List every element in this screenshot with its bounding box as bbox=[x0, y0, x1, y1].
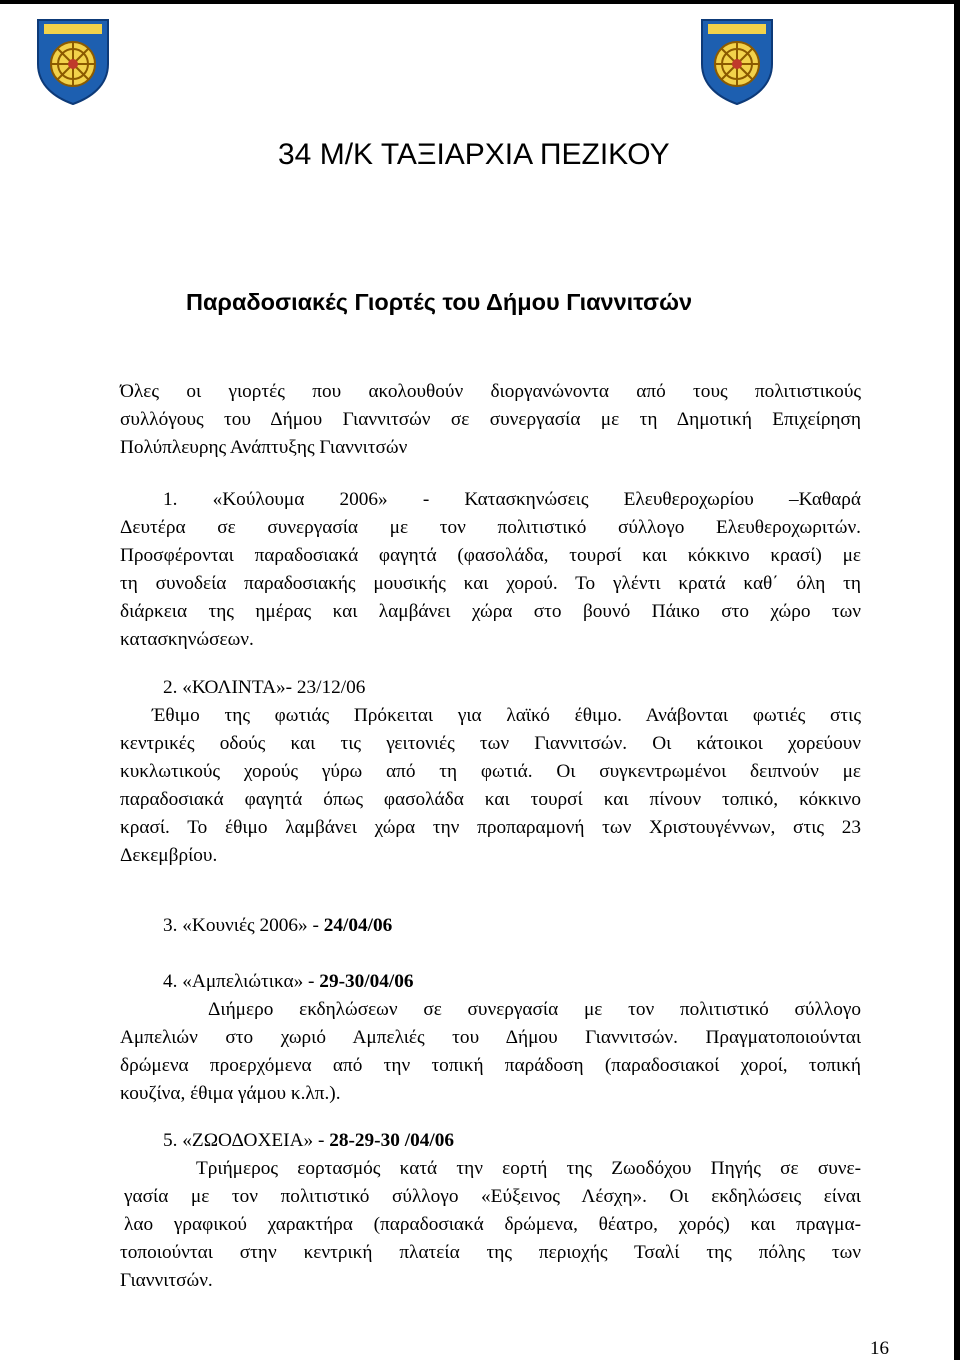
list-item-2 bbox=[120, 674, 861, 870]
page-border-top bbox=[0, 0, 960, 4]
text-line: Όλες οι γιορτές που ακολουθούν διοργανώνοντα από τους πολιτιστικούς bbox=[120, 381, 861, 402]
item-heading: 4. «Αμπελιώτικα» - 29-30/04/06 bbox=[163, 971, 414, 992]
item-heading: 2. «ΚΟΛΙΝΤΑ»- 23/12/06 bbox=[163, 677, 366, 698]
text-line: συλλόγους του Δήμου Γιαννιτσών σε συνεργασία με τη Δημοτική Επιχείρηση bbox=[120, 409, 861, 430]
text-line: 1. «Κούλουμα 2006» - Κατασκηνώσεις Ελευθεροχωρίου –Καθαρά bbox=[163, 489, 861, 510]
list-item-5 bbox=[120, 1127, 861, 1295]
text-line: Τριήμερος εορτασμός κατά την εορτή της Ζωοδόχου Πηγής σε συνε- bbox=[196, 1158, 861, 1179]
text-line: Δευτέρα σε συνεργασία με τον πολιτιστικό σύλλογο Ελευθεροχωριτών. bbox=[120, 517, 861, 538]
text-line: κρασί. Το έθιμο λαμβάνει χώρα την προπαραμονή των Χριστουγέννων, στις 23 bbox=[120, 817, 861, 838]
page-number: 16 bbox=[870, 1338, 889, 1359]
item-heading: 3. «Κουνιές 2006» - 24/04/06 bbox=[163, 915, 393, 936]
text-line: Δεκεμβρίου. bbox=[120, 845, 218, 866]
text-line: διάρκεια της ημέρας και λαμβάνει χώρα στο βουνό Πάικο στο χώρο των bbox=[120, 601, 861, 622]
text-line: κεντρικές οδούς και τις γειτονιές των Γιαννιτσών. Οι κάτοικοι χορεύουν bbox=[120, 733, 861, 754]
text-line: Διήμερο εκδηλώσεων σε συνεργασία με τον πολιτιστικό σύλλογο bbox=[208, 999, 861, 1020]
text-line: Προσφέρονται παραδοσιακά φαγητά (φασολάδα, τουρσί και κόκκινο κρασί) με bbox=[120, 545, 861, 566]
text-line: λαο γραφικού χαρακτήρα (παραδοσιακά δρώμενα, θέατρο, χορός) και πραγμα- bbox=[124, 1214, 861, 1235]
shield-emblem-right-icon bbox=[696, 14, 778, 106]
text-line: Πολύπλευρης Ανάπτυξης Γιαννιτσών bbox=[120, 437, 408, 458]
item-heading: 5. «ΖΩΟΔΟΧΕΙΑ» - 28-29-30 /04/06 bbox=[163, 1130, 454, 1151]
text-line: παραδοσιακά φαγητά όπως φασολάδα και τουρσί και πίνουν τοπικό, κόκκινο bbox=[120, 789, 861, 810]
text-line: κατασκηνώσεων. bbox=[120, 629, 254, 650]
shield-emblem-left-icon bbox=[32, 14, 114, 106]
text-line: κουζίνα, έθιμα γάμου κ.λπ.). bbox=[120, 1083, 341, 1104]
text-line: κυκλωτικούς χορούς γύρω από τη φωτιά. Οι συγκεντρωμένοι δειπνούν με bbox=[120, 761, 861, 782]
text-line: γασία με τον πολιτιστικό σύλλογο «Εύξεινος Λέσχη». Οι εκδηλώσεις είναι bbox=[124, 1186, 861, 1207]
page-border-right bbox=[954, 0, 960, 1360]
page-subtitle: Παραδοσιακές Γιορτές του Δήμου Γιαννιτσών bbox=[186, 289, 693, 315]
text-line: τη συνοδεία παραδοσιακής μουσικής και χορού. Το γλέντι κρατά καθ΄ όλη τη bbox=[120, 573, 861, 594]
text-line: Γιαννιτσών. bbox=[120, 1270, 213, 1291]
list-item-4 bbox=[120, 968, 861, 1108]
text-line: Αμπελιών στο χωριό Αμπελιές του Δήμου Γιαννιτσών. Πραγματοποιούνται bbox=[120, 1027, 861, 1048]
page-title: 34 Μ/Κ ΤΑΞΙΑΡΧΙΑ ΠΕΖΙΚΟΥ bbox=[278, 138, 670, 171]
list-item-3 bbox=[120, 912, 861, 940]
text-line: τοποιούνται στην κεντρική πλατεία της περιοχής Τσαλί της πόλης των bbox=[120, 1242, 861, 1263]
text-line: δρώμενα προερχόμενα από την τοπική παράδοση (παραδοσιακοί χοροί, τοπική bbox=[120, 1055, 861, 1076]
text-line: Έθιμο της φωτιάς Πρόκειται για λαϊκό έθιμο. Ανάβονται φωτιές στις bbox=[152, 705, 861, 726]
intro-paragraph bbox=[120, 378, 861, 462]
list-item-1 bbox=[120, 486, 861, 654]
